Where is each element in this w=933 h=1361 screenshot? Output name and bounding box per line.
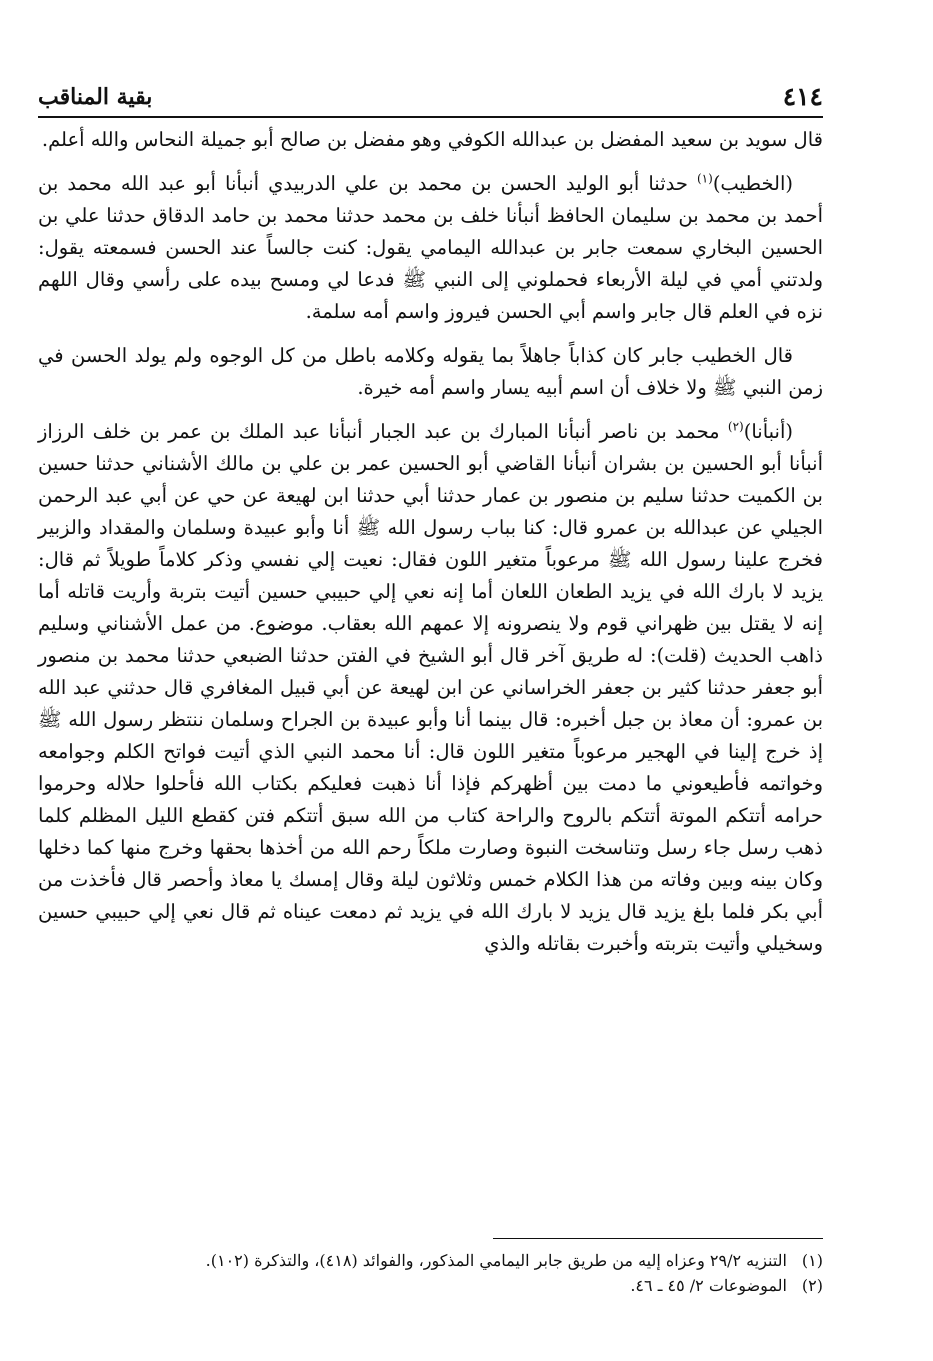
footnote [38,1248,823,1273]
running-title: بقية المناقب [38,84,153,110]
paragraph-text: حدثنا أبو الوليد الحسن بن محمد بن علي الدربيدي أنبأنا أبو عبد الله محمد بن أحمد بن محمد بن سليمان الحافظ أنبأنا خلف بن محمد حدثنا محمد بن حامد الدقاق حدثنا علي بن الحسين البخاري سمعت جابر بن عبدالله اليمامي يقول: كنت جالساً عند الحسن فسمعته يقول: ولدتني أمي في ليلة الأربعاء فحملوني إلى النبي ﷺ فدعا لي ومسح بيده على رأسي وقال اللهم نزه في العلم قال جابر واسم أبي الحسن فيروز واسم أمه سلمة. [38,172,823,323]
paragraph [38,168,823,328]
footnote-text: التنزيه ٢٩/٢ وعزاه إليه من طريق جابر اليمامي المذكور، والفوائد (٤١٨)، والتذكرة (١٠٢). [205,1251,787,1270]
page-number: ٤١٤ [782,82,823,111]
footnote-number: (٢) [801,1276,823,1295]
paragraph: قال الخطيب جابر كان كذاباً جاهلاً بما يقوله وكلامه باطل من كل الوجوه ولم يولد الحسن في زمن النبي ﷺ ولا خلاف أن اسم أبيه يسار واسم أمه خيرة. [38,344,823,399]
source-label: (أنبأنا) [743,420,793,443]
paragraph [38,416,823,960]
page-header [38,80,823,118]
footnote [38,1273,823,1298]
footnote-number: (١) [801,1251,823,1270]
source-label: (الخطيب) [712,172,794,195]
paragraph-text: محمد بن ناصر أنبأنا المبارك بن عبد الجبار أنبأنا عبد الملك بن عمر بن خلف الرزاز أنبأنا أبو الحسين بن بشران أنبأنا القاضي أبو الحسين عمر بن علي بن مالك الأشناني حدثنا حسين بن الكميت حدثنا سليم بن منصور بن عمار حدثنا أبي حدثنا ابن لهيعة عن حي عن أبي عبد الرحمن الجيلي عن عبدالله بن عمرو قال: كنا بباب رسول الله ﷺ أنا وأبو عبيدة وسلمان والمقداد والزبير فخرج علينا رسول الله ﷺ مرعوباً متغير اللون فقال: نعيت إلي نفسي وذكر كلاماً طويلاً ثم قال: يزيد لا بارك الله في يزيد الطعان اللعان أما إنه نعي إلي حبيبي حسين أتيت بتربة وأريت قاتله أما إنه لا يقتل بين ظهراني قوم ولا ينصرونه إلا عمهم الله بعقاب. موضوع. من عمل الأشناني وسليم ذاهب الحديث (قلت): له طريق آخر قال أبو الشيخ في الفتن حدثنا الضبعي حدثنا محمد بن منصور أبو جعفر حدثنا كثير بن جعفر الخراساني عن ابن لهيعة عن أبي قبيل المغافري قال حدثني عبد الله بن عمرو: أن معاذ بن جبل أخبره: قال بينما أنا وأبو عبيدة بن الجراح وسلمان ننتظر رسول الله ﷺ إذ خرج إلينا في الهجير مرعوباً متغير اللون قال: أنا محمد النبي الذي أتيت فواتح الكلم وجوامعه وخواتمه فأطيعوني ما دمت بين أظهركم فإذا أنا ذهبت فعليكم بكتاب الله فأحلوا حلاله وحرموا حرامه أتتكم الموتة أتتكم بالروح والراحة كتاب من الله سبق أتتكم فتن كقطع الليل المظلم كلما ذهب رسل جاء رسل وتناسخت النبوة وصارت ملكاً رحم الله من أخذها بحقها وخرج منها كما دخلها وكان بينه وبين وفاته من هذا الكلام خمس وثلاثون ليلة وقال إمسك يا معاذ وأحصر قال فأخذت من أبي بكر فلما بلغ يزيد قال يزيد لا بارك الله في يزيد ثم دمعت عيناه ثم قال نعي إلي حبيبي حسين وسخيلي وأتيت بتربته وأخبرت بقاتله والذي [38,420,823,955]
footnote-marker: (١) [696,171,713,186]
footnote-text: الموضوعات ٢/ ٤٥ ـ ٤٦. [630,1276,787,1295]
footnote-separator [493,1238,823,1239]
main-text [38,124,823,960]
paragraph: قال سويد بن سعيد المفضل بن عبدالله الكوفي وهو مفضل بن صالح أبو جميلة النحاس والله أعلم. [41,128,823,151]
footnotes [38,1248,823,1298]
footnote-marker: (٢) [727,419,744,434]
